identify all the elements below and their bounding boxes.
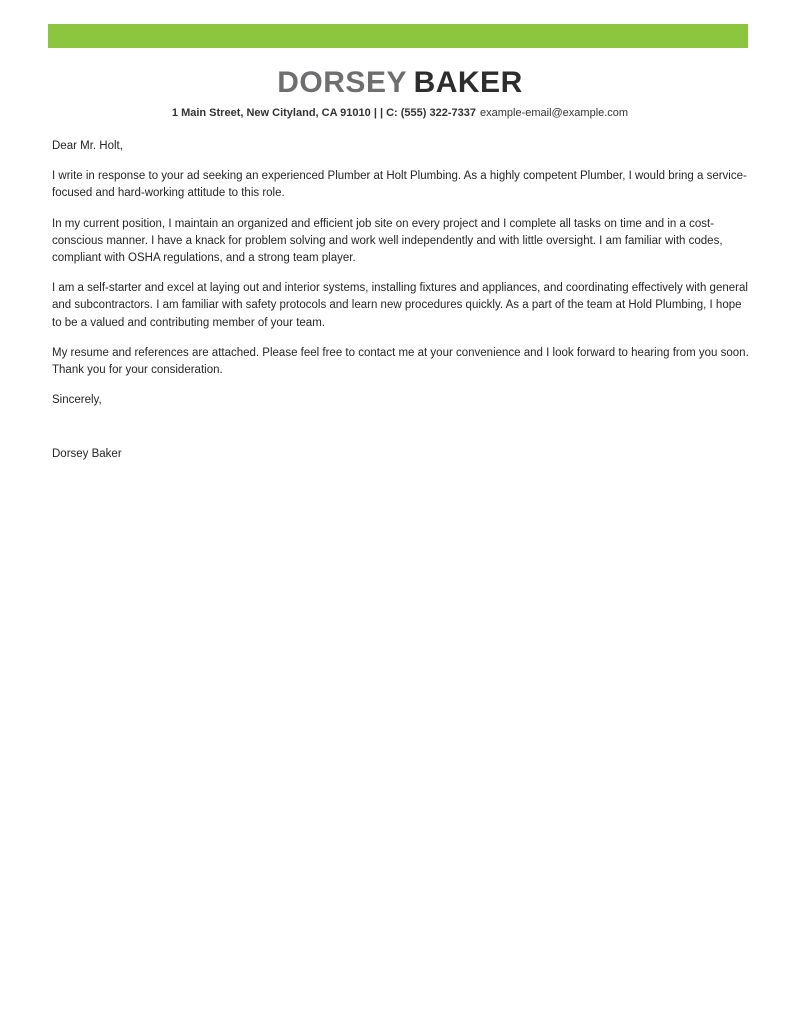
letter-body bbox=[52, 138, 750, 464]
contact-address-phone: 1 Main Street, New Cityland, CA 91010 | | C: (555) 322-7337 bbox=[171, 107, 476, 119]
applicant-name bbox=[0, 66, 800, 100]
paragraph-4: My resume and references are attached. Please feel free to contact me at your convenience and I look forward to hearing from you soon. Thank you for your consideration. bbox=[52, 346, 749, 377]
paragraph-2: In my current position, I maintain an organized and efficient job site on every project and I complete all tasks on time and in a cost-conscious manner. I have a knack for problem solving and work well independently and with little oversight. I am familiar with codes, compliant with OSHA regulations, and a strong team player. bbox=[52, 217, 723, 265]
accent-bar bbox=[48, 24, 748, 48]
contact-line bbox=[0, 107, 800, 119]
contact-email: example-email@example.com bbox=[479, 107, 629, 119]
letter-header bbox=[0, 66, 800, 119]
applicant-first-name: DORSEY bbox=[277, 66, 407, 99]
paragraph-1: I write in response to your ad seeking an experienced Plumber at Holt Plumbing. As a highly competent Plumber, I would bring a service-focused and hard-working attitude to this role. bbox=[52, 170, 747, 200]
salutation: Dear Mr. Holt, bbox=[52, 140, 123, 152]
signature-name: Dorsey Baker bbox=[52, 448, 122, 461]
applicant-last-name: BAKER bbox=[413, 66, 523, 99]
paragraph-3: I am a self-starter and excel at laying out and interior systems, installing fixtures and appliances, and coordinating effectively with general and subcontractors. I am familiar with safety protocols and learn new procedures quickly. As a part of the team at Hold Plumbing, I hope to be a valued and contributing member of your team. bbox=[52, 282, 748, 329]
closing: Sincerely, bbox=[52, 394, 102, 407]
